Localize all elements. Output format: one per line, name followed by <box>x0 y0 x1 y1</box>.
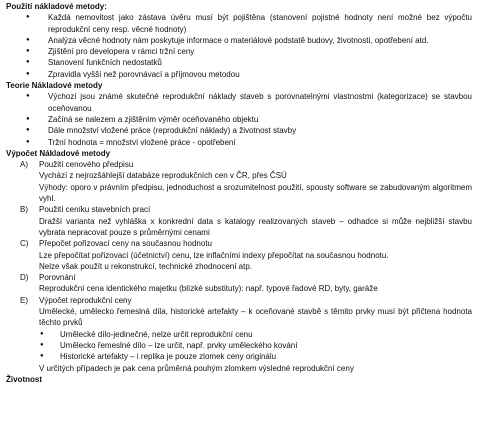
method-item-d <box>20 272 472 295</box>
list-item: ● Zjištění pro developera v rámci tržní ceny <box>48 46 472 57</box>
document-page <box>6 1 472 384</box>
section-heading-calculation: Výpočet Nákladové metody <box>6 148 111 158</box>
method-text: Nelze však použít u rekonstrukcí, technické zhodnocení atp. <box>39 261 253 271</box>
cutoff-heading: Životnost <box>6 374 42 384</box>
theory-bullet-list <box>6 91 472 147</box>
list-item: ● Umělecké dílo-jedinečné, nelze určit reprodukční cenu <box>60 329 472 340</box>
list-item: ● Výchozí jsou známé skutečné reprodukční náklady staveb s porovnatelnými vlastnostmi (kategorizace) se stavbou oceňovanou <box>48 91 472 114</box>
list-item: ● Historické artefakty – i replika je pouze zlomek ceny originálu <box>60 351 472 362</box>
list-item: ● Každá nemovitost jako zástava úvěru musí být pojištěna (stanovení pojistné hodnoty není možné bez výpočtu reprodukční ceny resp. věcné hodnoty) <box>48 12 472 35</box>
list-item: ● Tržní hodnota = množství vložené práce - opotřebení <box>48 137 472 148</box>
method-item-c <box>20 238 472 272</box>
list-marker: C) <box>20 239 29 249</box>
method-text: Reprodukční cena identického majetku (blízké substituty): např. typové řadové RD, byty, garáže <box>39 284 378 294</box>
list-item: ● Začíná se nalezem a zjištěním výměr oceňovaného objektu <box>48 114 472 125</box>
method-text: Výhody: oporo v právním předpisu, jednoduchost a srozumitelnost použití, spousty software se zabudovaným algoritmem vyhl. <box>39 182 472 204</box>
method-item-a <box>20 159 472 204</box>
method-title: Použití cenového předpisu <box>39 160 134 170</box>
list-item: ● Analýza věcné hodnoty nám poskytuje informace o materiálové podstatě budovy, životnosti, opotřebení atd. <box>48 35 472 46</box>
method-text: V určitých případech je pak cena průměrná pouhým zlomkem výsledné reprodukční ceny <box>39 363 354 373</box>
list-item: ● Dále množství vložené práce (reprodukční náklady) a životnost stavby <box>48 125 472 136</box>
calculation-method-list <box>6 159 472 328</box>
method-title: Porovnání <box>39 273 76 283</box>
artwork-bullet-list <box>6 329 472 363</box>
list-marker: B) <box>20 205 28 215</box>
section-heading-usage: Použití nákladové metody: <box>6 2 107 11</box>
list-marker: D) <box>20 273 29 283</box>
usage-bullet-list <box>6 12 472 80</box>
method-text: Umělecké, umělecko řemeslná díla, historické artefakty – k oceňované stavbě s těmito prvky musí být přičtena hodnota těchto prvků <box>39 307 472 328</box>
list-item: ● Zpravidla vyšší než porovnávací a příjmovou metodou <box>48 69 472 80</box>
list-item: ● Umělecko řemeslné dílo – lze určit, např. prvky uměleckého kování <box>60 340 472 351</box>
list-marker: A) <box>20 160 28 170</box>
method-title: Výpočet reprodukční ceny <box>39 295 132 305</box>
section-heading-theory: Teorie Nákladové metody <box>6 81 103 91</box>
method-item-e <box>20 295 472 329</box>
method-text: Dražší varianta než vyhláška x konkrední data s katalogy realizovaných staveb – odhadce si může nejbližší stavbu vybrata nepracovat pouze s průměrnými cenami <box>39 216 472 237</box>
method-text: Vychází z nejrozšáhlejší databáze reprodukčních cen v ČR, přes ČSÚ <box>39 171 287 181</box>
list-item: ● Stanovení funkčních nedostatků <box>48 57 472 68</box>
method-item-b <box>20 204 472 238</box>
method-title: Přepočet pořizovací ceny na současnou hodnotu <box>39 239 213 249</box>
list-marker: E) <box>20 295 28 305</box>
method-text: Lze přepočítat pořizovací (účetnictví) cenu, lze inflačními indexy přepočítat na současnou hodnotu. <box>39 250 389 260</box>
method-title: Použití ceníku stavebních prací <box>39 205 151 215</box>
